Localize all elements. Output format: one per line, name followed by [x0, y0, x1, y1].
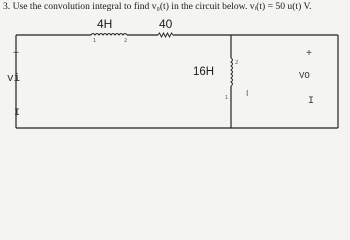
handwritten-shunt-node-2: 2	[235, 60, 239, 66]
output-minus-sign: I	[308, 96, 315, 107]
resistor-label: 40	[159, 17, 173, 31]
problem-number: 3.	[3, 1, 11, 12]
input-plus-sign: +	[13, 49, 20, 60]
input-label: vi	[7, 73, 21, 85]
input-minus-sign: I	[14, 108, 21, 119]
handwritten-node-1: 1	[93, 38, 97, 44]
resistor-40	[158, 33, 338, 37]
handwritten-node-2: 2	[124, 38, 128, 44]
inductor-shunt-label: 16H	[193, 66, 215, 78]
output-label: VO	[299, 71, 310, 81]
handwritten-shunt-node-1: 1	[225, 95, 229, 101]
inductor-shunt-16h	[231, 35, 233, 128]
input-source-box	[16, 35, 338, 128]
inductor-series-label: 4H	[97, 17, 113, 31]
handwritten-current-mark: I	[246, 89, 249, 98]
output-plus-sign: +	[306, 49, 313, 60]
problem-text: Use the convolution integral to find v₀(t) in the circuit below. vᵢ(t) = 50 u(t) V.	[12, 1, 312, 12]
inductor-series-4h	[91, 34, 158, 36]
